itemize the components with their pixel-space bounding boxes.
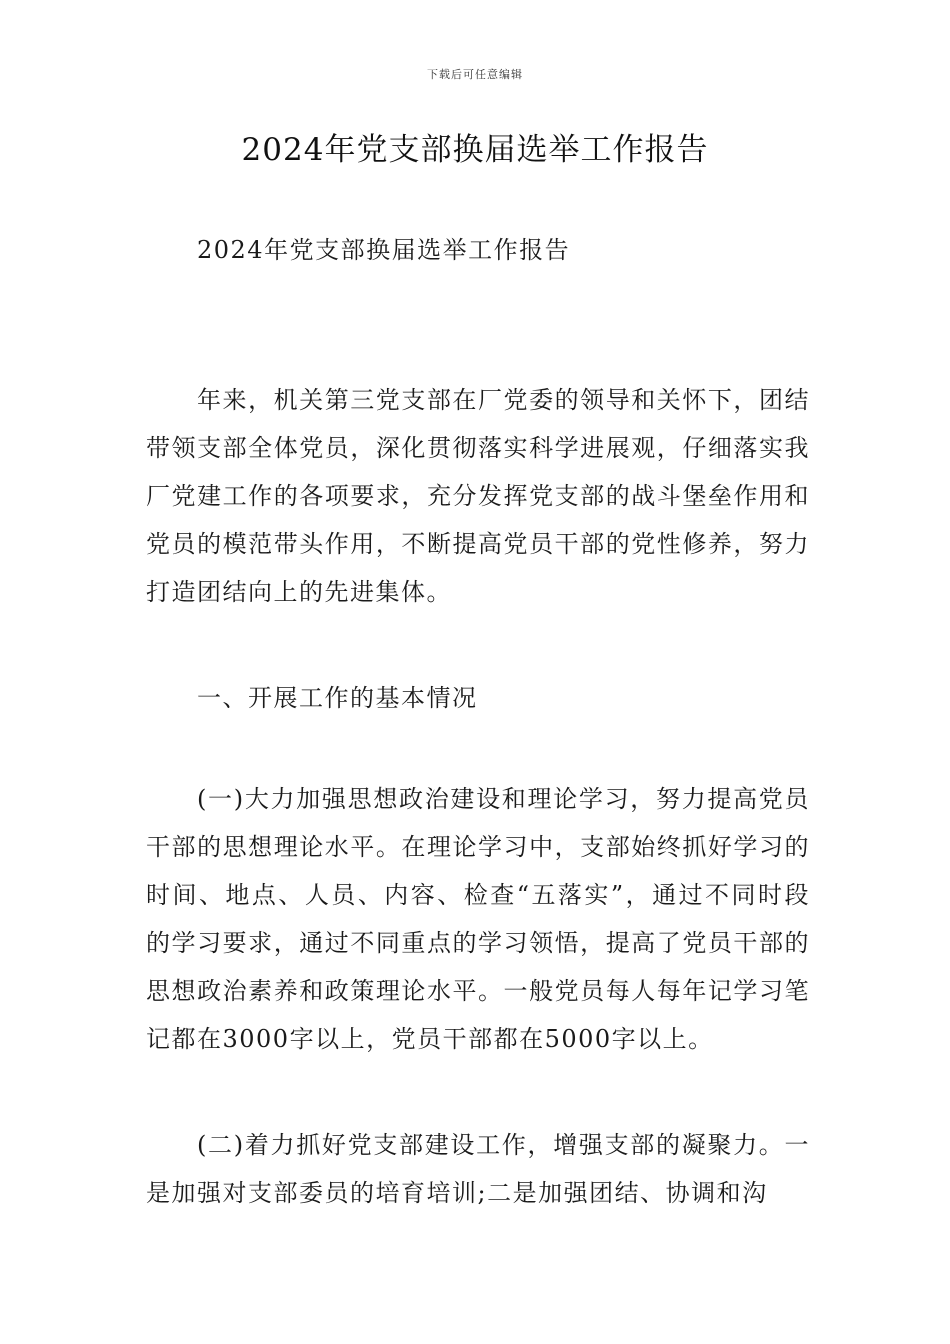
item-2-paragraph: (二)着力抓好党支部建设工作，增强支部的凝聚力。一是加强对支部委员的培育培训;二是加强团结、协调和沟	[146, 1131, 810, 1207]
header-note: 下载后可任意编辑	[427, 68, 523, 81]
document-subtitle: 2024年党支部换届选举工作报告	[197, 236, 571, 264]
item-1-paragraph: (一)大力加强思想政治建设和理论学习，努力提高党员干部的思想理论水平。在理论学习中，支部始终抓好学习的时间、地点、人员、内容、检查“五落实”，通过不同时段的学习要求，通过不同重点的学习领悟，提高了党员干部的思想政治素养和政策理论水平。一般党员每人每年记学习笔记都在3000字以上，党员干部都在5000字以上。	[146, 785, 810, 1053]
section-heading: 一、开展工作的基本情况	[197, 684, 478, 712]
intro-paragraph: 年来，机关第三党支部在厂党委的领导和关怀下，团结带领支部全体党员，深化贯彻落实科学进展观，仔细落实我厂党建工作的各项要求，充分发挥党支部的战斗堡垒作用和党员的模范带头作用，不断提高党员干部的党性修养，努力打造团结向上的先进集体。	[146, 386, 810, 606]
document-title: 2024年党支部换届选举工作报告	[241, 132, 709, 168]
